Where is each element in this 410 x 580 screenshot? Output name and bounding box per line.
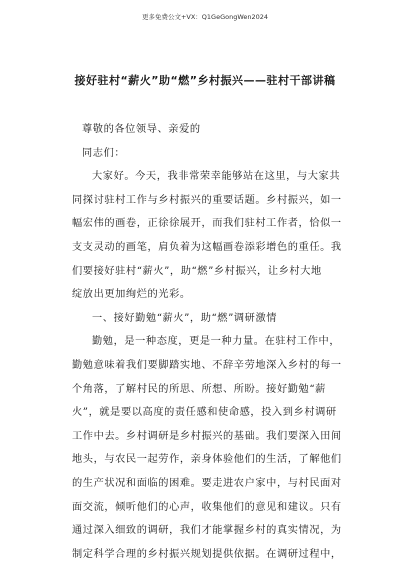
paragraph-line: 地头，与农民一起劳作，亲身体验他们的生活，了解他们 <box>72 454 342 466</box>
salutation-line: 同志们： <box>82 147 126 159</box>
paragraph-line: 个角落，了解村民的所思、所想、所盼。接好勤勉“薪 <box>72 383 326 395</box>
paragraph-line: 制定科学合理的乡村振兴规划提供依据。在调研过程中， <box>72 548 342 560</box>
paragraph-line: 支支灵动的画笔，肩负着为这幅画卷添彩增色的重任。我 <box>72 241 342 253</box>
paragraph-line: 幅宏伟的画卷，正徐徐展开，而我们驻村工作者，恰似一 <box>72 218 342 230</box>
document-title: 接好驻村“薪火”助“燃”乡村振兴——驻村干部讲稿 <box>74 74 336 87</box>
paragraph-line: 大家好。今天，我非常荣幸能够站在这里，与大家共 <box>92 171 341 183</box>
paragraph-line: 同探讨驻村工作与乡村振兴的重要话题。乡村振兴，如一 <box>72 194 342 206</box>
section-heading: 一、接好勤勉“薪火”，助“燃”调研激情 <box>92 312 278 324</box>
paragraph-line: 勤勉意味着我们要脚踏实地、不辞辛劳地深入乡村的每一 <box>72 359 342 371</box>
document-body <box>72 118 357 566</box>
paragraph-line: 们要接好驻村“薪火”，助“燃”乡村振兴，让乡村大地 <box>72 265 322 277</box>
salutation-line: 尊敬的各位领导、亲爱的 <box>82 124 201 135</box>
paragraph-line: 火”，就是要以高度的责任感和使命感，投入到乡村调研 <box>72 407 337 419</box>
paragraph-line: 的生产状况和面临的困难。要走进农户家中，与村民面对 <box>72 477 342 489</box>
paragraph-line: 面交流，倾听他们的心声，收集他们的意见和建议。只有 <box>72 501 342 513</box>
paragraph-line: 通过深入细致的调研，我们才能掌握乡村的真实情况，为 <box>72 525 342 537</box>
header-note: 更多免费公文+VX：Q1GeGongWen2024 <box>141 13 269 21</box>
paragraph-line: 工作中去。乡村调研是乡村振兴的基础。我们要深入田间 <box>72 430 342 442</box>
paragraph-line: 勤勉，是一种态度，更是一种力量。在驻村工作中， <box>92 336 341 348</box>
paragraph-line: 绽放出更加绚烂的光彩。 <box>72 289 191 301</box>
